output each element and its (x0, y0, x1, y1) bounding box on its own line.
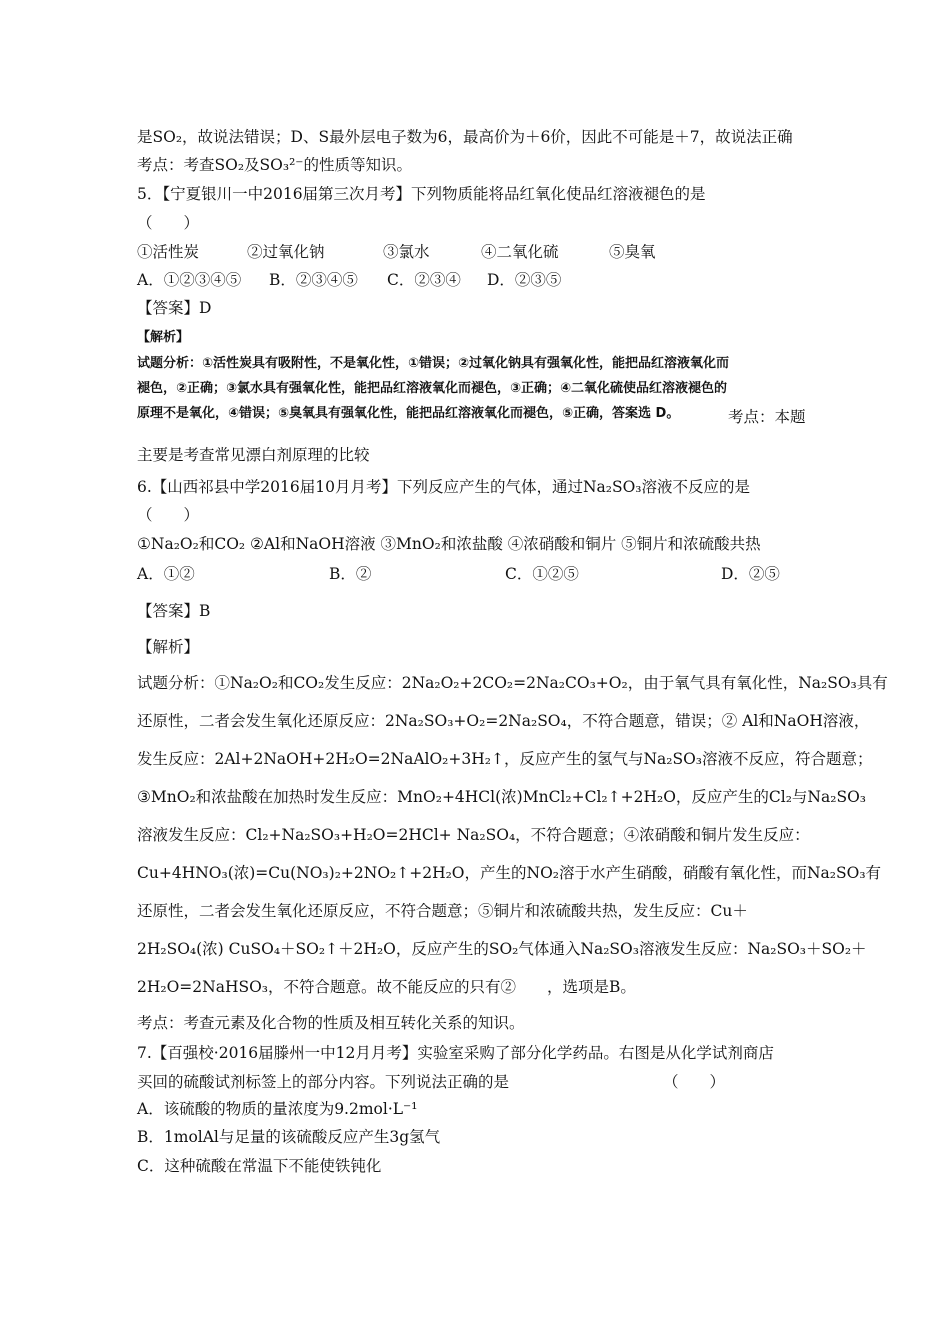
answer-label: 【答案】B (137, 602, 211, 620)
analysis-text: Cu+4HNO₃(浓)=Cu(NO₃)₂+2NO₂↑+2H₂O，产生的NO₂溶于水产生硝酸，硝酸有氧化性，而Na₂SO₃有 (137, 864, 882, 882)
analysis-text: 褪色，②正确；③氯水具有强氧化性，能把品红溶液氧化而褪色，③正确；④二氧化硫使品红溶液褪色的 (137, 381, 728, 396)
item: ④二氧化硫 (481, 243, 559, 261)
option-a: A．该硫酸的物质的量浓度为9.2mol·L⁻¹ (137, 1100, 418, 1118)
analysis-text: 试题分析：①Na₂O₂和CO₂发生反应：2Na₂O₂+2CO₂=2Na₂CO₃+O₂，由于氧气具有氧化性，Na₂SO₃具有 (137, 674, 888, 692)
text-line: 主要是考查常见漂白剂原理的比较 (137, 446, 370, 464)
question-5-items (137, 241, 837, 263)
stem-text: 买回的硫酸试剂标签上的部分内容。下列说法正确的是 (137, 1073, 510, 1091)
analysis-text: 试题分析：①活性炭具有吸附性，不是氧化性，①错误；②过氧化钠具有强氧化性，能把品红溶液氧化而 (137, 356, 730, 371)
analysis-text: 2H₂SO₄(浓) CuSO₄＋SO₂↑＋2H₂O，反应产生的SO₂气体通入Na₂SO₃溶液发生反应：Na₂SO₃＋SO₂＋ (137, 940, 867, 958)
answer-bracket: （ ） (137, 214, 200, 232)
analysis-text: 2H₂O=2NaHSO₃，不符合题意。故不能反应的只有② ，选项是B。 (137, 978, 636, 996)
analysis-text: 还原性，二者会发生氧化还原反应：2Na₂SO₃+O₂=2Na₂SO₄，不符合题意，错误；② Al和NaOH溶液， (137, 712, 870, 730)
item: ③氯水 (383, 243, 430, 261)
item: ①活性炭 (137, 243, 200, 261)
option-a: A．①②③④⑤ (137, 271, 242, 289)
question-6-stem: 6.【山西祁县中学2016届10月月考】下列反应产生的气体，通过Na₂SO₃溶液不反应的是 (137, 478, 751, 496)
answer-bracket: （ ） (663, 1073, 726, 1091)
question-5-stem: 5．【宁夏银川一中2016届第三次月考】下列物质能将品红氧化使品红溶液褪色的是 (137, 185, 706, 203)
analysis-label: 【解析】 (137, 638, 200, 656)
kaodian-line: 考点：考查元素及化合物的性质及相互转化关系的知识。 (137, 1014, 525, 1032)
analysis-text: 还原性，二者会发生氧化还原反应，不符合题意；⑤铜片和浓硫酸共热，发生反应：Cu＋ (137, 902, 748, 920)
option-b: B．1molAl与足量的该硫酸反应产生3g氢气 (137, 1128, 441, 1146)
question-7-stem-cont (137, 1071, 837, 1093)
analysis-label: 【解析】 (137, 330, 190, 345)
option-b: B．②③④⑤ (269, 271, 358, 289)
text-line: 是SO₂，故说法错误；D、S最外层电子数为6，最高价为＋6价，因此不可能是＋7，故说法正确 (137, 128, 793, 146)
analysis-text: ③MnO₂和浓盐酸在加热时发生反应：MnO₂+4HCl(浓)MnCl₂+Cl₂↑+2H₂O，反应产生的Cl₂与Na₂SO₃ (137, 788, 866, 806)
analysis-text: 发生反应：2Al+2NaOH+2H₂O=2NaAlO₂+3H₂↑，反应产生的氢气与Na₂SO₃溶液不反应，符合题意； (137, 750, 873, 768)
answer-bracket: （ ） (137, 506, 200, 524)
analysis-text: 原理不是氧化，④错误；⑤臭氧具有强氧化性，能把品红溶液氧化而褪色，⑤正确，答案选 D。 (137, 406, 680, 421)
option-a: A．①② (137, 565, 195, 583)
answer-label: 【答案】D (137, 299, 212, 317)
question-6-options (137, 563, 837, 585)
question-5-options (137, 269, 837, 291)
kaodian-label: 考点：本题 (728, 408, 806, 426)
question-7-stem: 7.【百强校·2016届滕州一中12月月考】实验室采购了部分化学药品。右图是从化学试剂商店 (137, 1044, 774, 1062)
option-d: D．②③⑤ (487, 271, 562, 289)
option-b: B．② (329, 565, 372, 583)
text-line: 考点：考查SO₂及SO₃²⁻的性质等知识。 (137, 156, 412, 174)
option-c: C．②③④ (387, 271, 461, 289)
question-6-items: ①Na₂O₂和CO₂ ②Al和NaOH溶液 ③MnO₂和浓盐酸 ④浓硝酸和铜片 ⑤铜片和浓硫酸共热 (137, 535, 761, 553)
item: ②过氧化钠 (247, 243, 325, 261)
item: ⑤臭氧 (609, 243, 656, 261)
option-c: C．①②⑤ (505, 565, 579, 583)
analysis-text: 溶液发生反应：Cl₂+Na₂SO₃+H₂O=2HCl+ Na₂SO₄，不符合题意；④浓硝酸和铜片发生反应： (137, 826, 810, 844)
option-d: D．②⑤ (721, 565, 780, 583)
option-c: C．这种硫酸在常温下不能使铁钝化 (137, 1157, 382, 1175)
